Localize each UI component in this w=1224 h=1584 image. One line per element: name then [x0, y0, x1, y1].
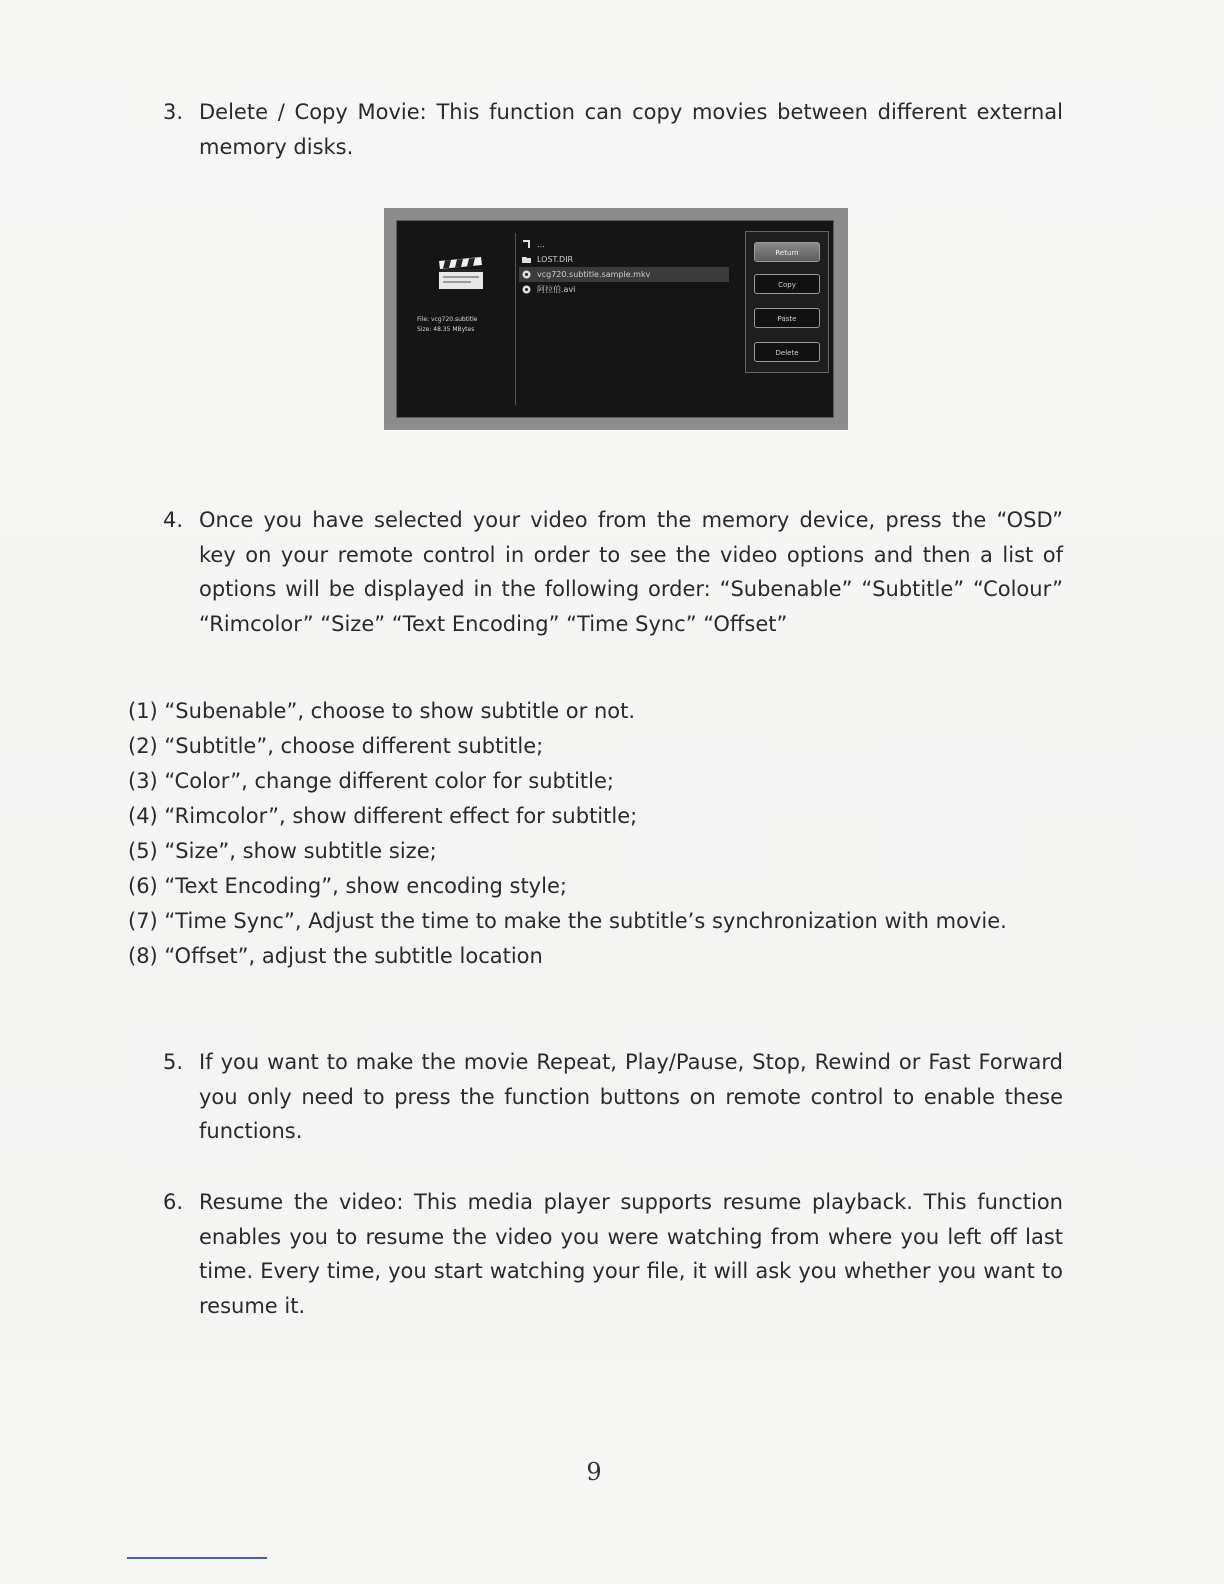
- file-row-lost-dir[interactable]: [519, 252, 729, 267]
- option-rimcolor: (4) “Rimcolor”, show different effect for subtitle;: [128, 804, 638, 828]
- folder-icon: [522, 255, 531, 264]
- video-file-icon: [522, 285, 531, 294]
- video-file-icon: [522, 270, 531, 279]
- footer-rule: [127, 1557, 267, 1559]
- item-text: Once you have selected your video from the memory device, press the “OSD” key on your remote control in order to see the video options and then a list of options will be displayed in the following order: “Subenable” “Subtitle” “Colour” “Rimcolor” “Size” “Text Encoding” “Time Sync” “Offset”: [199, 508, 1063, 636]
- paste-button[interactable]: Paste: [754, 308, 820, 328]
- item-number: 5.: [163, 1050, 184, 1074]
- action-button-panel: [745, 231, 829, 373]
- file-name-info: File: vcg720.subtitle: [417, 316, 478, 323]
- file-label: vcg720.subtitle.sample.mkv: [537, 270, 651, 279]
- item-number: 6.: [163, 1190, 184, 1214]
- item-text: Resume the video: This media player supports resume playback. This function enables you to resume the video you were watching from where you left off last time. Every time, you start watching your file, it will ask you whether you want to resume it.: [199, 1190, 1063, 1318]
- option-subenable: (1) “Subenable”, choose to show subtitle or not.: [128, 699, 636, 723]
- file-info: [417, 315, 513, 335]
- file-row-selected[interactable]: [519, 267, 729, 282]
- item-4: [163, 503, 1063, 641]
- item-5: [163, 1045, 1063, 1149]
- copy-button[interactable]: Copy: [754, 274, 820, 294]
- preview-panel: [407, 233, 516, 405]
- return-button[interactable]: Return: [754, 242, 820, 262]
- page-number: 9: [586, 1458, 602, 1486]
- file-label: 阿拉伯.avi: [537, 285, 576, 294]
- item-3: [163, 95, 1063, 164]
- option-subtitle: (2) “Subtitle”, choose different subtitle;: [128, 734, 544, 758]
- file-row-up[interactable]: [519, 237, 729, 252]
- file-label: LOST.DIR: [537, 255, 574, 264]
- option-color: (3) “Color”, change different color for subtitle;: [128, 769, 614, 793]
- up-folder-icon: [522, 240, 531, 249]
- delete-button[interactable]: Delete: [754, 342, 820, 362]
- option-offset: (8) “Offset”, adjust the subtitle location: [128, 944, 543, 968]
- option-text-encoding: (6) “Text Encoding”, show encoding style;: [128, 874, 567, 898]
- option-size: (5) “Size”, show subtitle size;: [128, 839, 437, 863]
- file-browser-screen: [396, 220, 834, 418]
- file-row-avi[interactable]: [519, 282, 729, 297]
- item-text: If you want to make the movie Repeat, Play/Pause, Stop, Rewind or Fast Forward you only need to press the function buttons on remote control to enable these functions.: [199, 1050, 1063, 1143]
- device-screenshot: [384, 208, 848, 430]
- file-size-info: Size: 48.35 MBytes: [417, 326, 475, 333]
- option-time-sync: (7) “Time Sync”, Adjust the time to make the subtitle’s synchronization with movie.: [128, 909, 1007, 933]
- osd-options-list: [128, 694, 1064, 974]
- clapperboard-icon: [437, 257, 485, 291]
- file-label: ...: [537, 240, 545, 249]
- item-number: 3.: [163, 100, 184, 124]
- item-number: 4.: [163, 508, 184, 532]
- file-list: [519, 237, 729, 297]
- item-6: [163, 1185, 1063, 1323]
- item-text: Delete / Copy Movie: This function can copy movies between different external memory disks.: [199, 100, 1063, 159]
